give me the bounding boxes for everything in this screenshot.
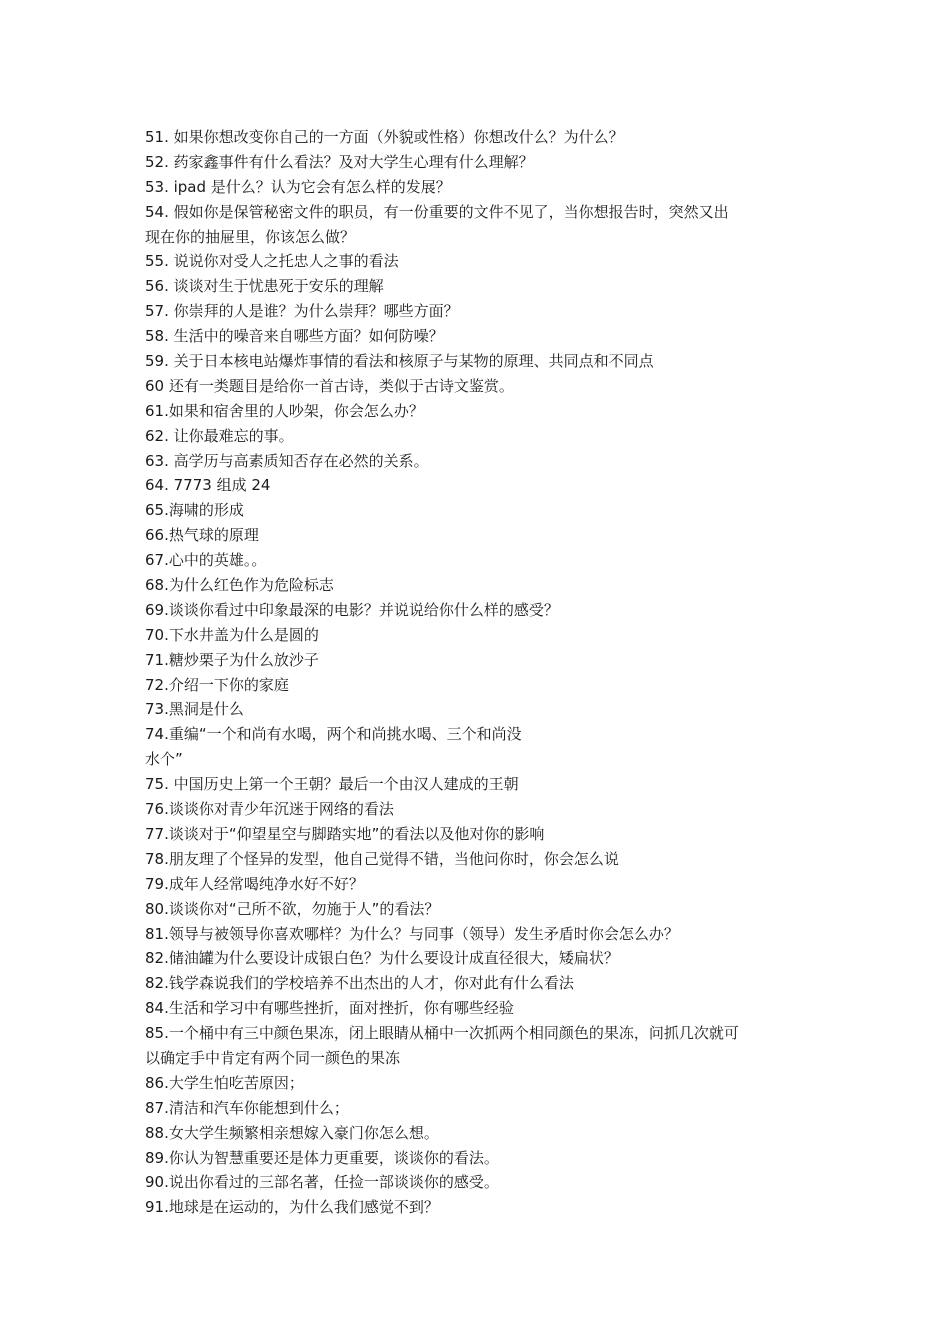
text-line: 62. 让你最难忘的事。: [145, 426, 294, 445]
text-line: 52. 药家鑫事件有什么看法？及对大学生心理有什么理解？: [145, 152, 534, 171]
text-line: 现在你的抽屉里，你该怎么做？: [145, 227, 356, 246]
text-line: 91.地球是在运动的，为什么我们感觉不到？: [145, 1198, 439, 1217]
text-line: 82.钱学森说我们的学校培养不出杰出的人才，你对此有什么看法: [145, 974, 574, 993]
text-line: 66.热气球的原理: [145, 526, 259, 545]
text-line: 88.女大学生频繁相亲想嫁入豪门你怎么想。: [145, 1123, 439, 1142]
text-line: 60 还有一类题目是给你一首古诗，类似于古诗文鉴赏。: [145, 376, 514, 395]
text-line: 75. 中国历史上第一个王朝？最后一个由汉人建成的王朝: [145, 775, 519, 794]
text-line: 77.谈谈对于“仰望星空与脚踏实地”的看法以及他对你的影响: [145, 824, 545, 843]
text-line: 71.糖炒栗子为什么放沙子: [145, 650, 319, 669]
text-line: 51. 如果你想改变你自己的一方面（外貌或性格）你想改什么？为什么？: [145, 128, 624, 146]
text-line: 82.储油罐为什么要设计成银白色？为什么要设计成直径很大，矮扁状？: [145, 949, 619, 968]
text-line: 水个”: [145, 750, 183, 769]
text-line: 69.谈谈你看过中印象最深的电影？并说说给你什么样的感受？: [145, 600, 559, 619]
text-line: 58. 生活中的噪音来自哪些方面？如何防噪？: [145, 327, 444, 346]
text-line: 64. 7773 组成 24: [145, 476, 271, 495]
text-line: 73.黑洞是什么: [145, 700, 244, 719]
text-line: 78.朋友理了个怪异的发型，他自己觉得不错，当他问你时，你会怎么说: [145, 849, 619, 868]
text-line: 87.清洁和汽车你能想到什么；: [145, 1098, 349, 1117]
text-line: 89.你认为智慧重要还是体力更重要，谈谈你的看法。: [145, 1148, 499, 1167]
text-line: 72.介绍一下你的家庭: [145, 675, 289, 694]
text-line: 79.成年人经常喝纯净水好不好？: [145, 874, 364, 893]
text-line: 86.大学生怕吃苦原因；: [145, 1073, 304, 1092]
text-line: 54. 假如你是保管秘密文件的职员，有一份重要的文件不见了，当你想报告时，突然又出: [145, 202, 729, 221]
text-line: 70.下水井盖为什么是圆的: [145, 625, 319, 644]
text-line: 65.海啸的形成: [145, 501, 244, 520]
text-line: 55. 说说你对受人之托忠人之事的看法: [145, 252, 399, 271]
text-line: 63. 高学历与高素质知否存在必然的关系。: [145, 451, 429, 470]
text-line: 57. 你崇拜的人是谁？为什么崇拜？哪些方面？: [145, 302, 459, 321]
text-line: 68.为什么红色作为危险标志: [145, 576, 334, 595]
text-line: 74.重编“一个和尚有水喝，两个和尚挑水喝、三个和尚没: [145, 725, 522, 744]
text-line: 53. ipad 是什么？认为它会有怎么样的发展？: [145, 177, 451, 196]
text-line: 67.心中的英雄。。: [145, 551, 267, 570]
text-line: 59. 关于日本核电站爆炸事情的看法和核原子与某物的原理、共同点和不同点: [145, 352, 654, 371]
text-line: 76.谈谈你对青少年沉迷于网络的看法: [145, 800, 394, 819]
text-line: 90.说出你看过的三部名著，任捡一部谈谈你的感受。: [145, 1173, 499, 1192]
text-line: 84.生活和学习中有哪些挫折，面对挫折，你有哪些经验: [145, 999, 514, 1018]
text-line: 80.谈谈你对“己所不欲，勿施于人”的看法？: [145, 899, 440, 918]
text-line: 81.领导与被领导你喜欢哪样？为什么？与同事（领导）发生矛盾时你会怎么办？: [145, 924, 679, 943]
question-list: [145, 125, 815, 1220]
text-line: 以确定手中肯定有两个同一颜色的果冻: [145, 1048, 401, 1067]
text-line: 56. 谈谈对生于忧患死于安乐的理解: [145, 277, 384, 296]
text-line: 61.如果和宿舍里的人吵架，你会怎么办？: [145, 401, 424, 420]
text-line: 85.一个桶中有三中颜色果冻，闭上眼睛从桶中一次抓两个相同颜色的果冻，问抓几次就可: [145, 1024, 739, 1043]
